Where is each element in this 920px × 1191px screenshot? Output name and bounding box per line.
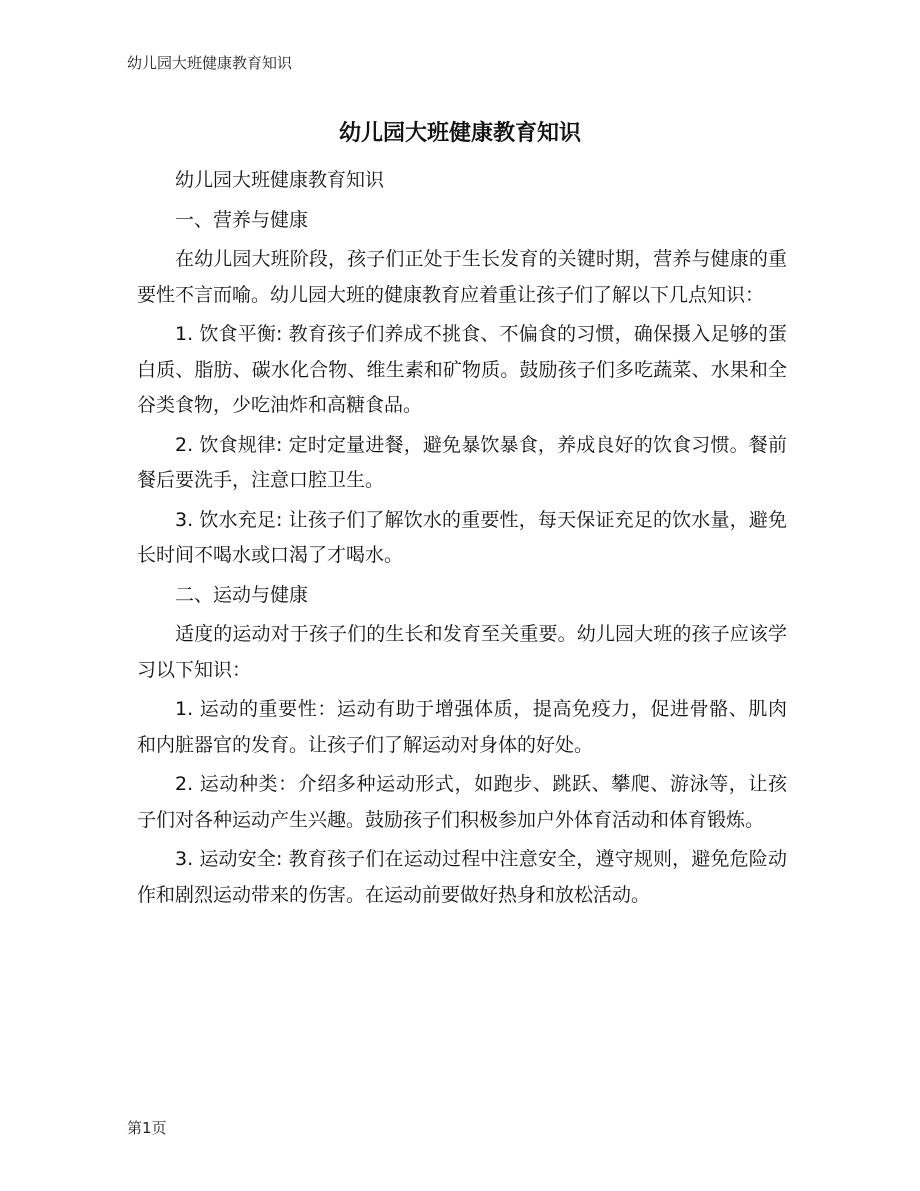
list-item: 1. 运动的重要性：运动有助于增强体质，提高免疫力，促进骨骼、肌肉和内脏器官的发育。让孩子们了解运动对身体的好处。 (137, 698, 787, 756)
section-heading: 一、营养与健康 (175, 208, 309, 231)
list-item: 2. 运动种类：介绍多种运动形式，如跑步、跳跃、攀爬、游泳等，让孩子们对各种运动产生兴趣。鼓励孩子们积极参加户外体育活动和体育锻炼。 (137, 773, 787, 831)
document-title: 幼儿园大班健康教育知识 (338, 121, 581, 146)
paragraph: 适度的运动对于孩子们的生长和发育至关重要。幼儿园大班的孩子应该学习以下知识： (137, 623, 787, 681)
list-item: 2. 饮食规律: 定时定量进餐，避免暴饮暴食，养成良好的饮食习惯。餐前餐后要洗手，注意口腔卫生。 (137, 433, 787, 491)
list-item: 1. 饮食平衡: 教育孩子们养成不挑食、不偏食的习惯，确保摄入足够的蛋白质、脂肪、碳水化合物、维生素和矿物质。鼓励孩子们多吃蔬菜、水果和全谷类食物，少吃油炸和高糖食品。 (137, 323, 787, 416)
section-heading: 二、运动与健康 (175, 583, 309, 606)
document-body (137, 163, 787, 917)
list-item: 3. 饮水充足: 让孩子们了解饮水的重要性，每天保证充足的饮水量，避免长时间不喝水或口渴了才喝水。 (137, 508, 787, 566)
paragraph: 幼儿园大班健康教育知识 (175, 169, 385, 191)
paragraph: 在幼儿园大班阶段，孩子们正处于生长发育的关键时期，营养与健康的重要性不言而喻。幼儿园大班的健康教育应着重让孩子们了解以下几点知识： (137, 248, 787, 306)
list-item: 3. 运动安全: 教育孩子们在运动过程中注意安全，遵守规则，避免危险动作和剧烈运动带来的伤害。在运动前要做好热身和放松活动。 (137, 848, 787, 906)
running-header: 幼儿园大班健康教育知识 (127, 54, 293, 72)
page-number: 第1页 (127, 1119, 167, 1137)
